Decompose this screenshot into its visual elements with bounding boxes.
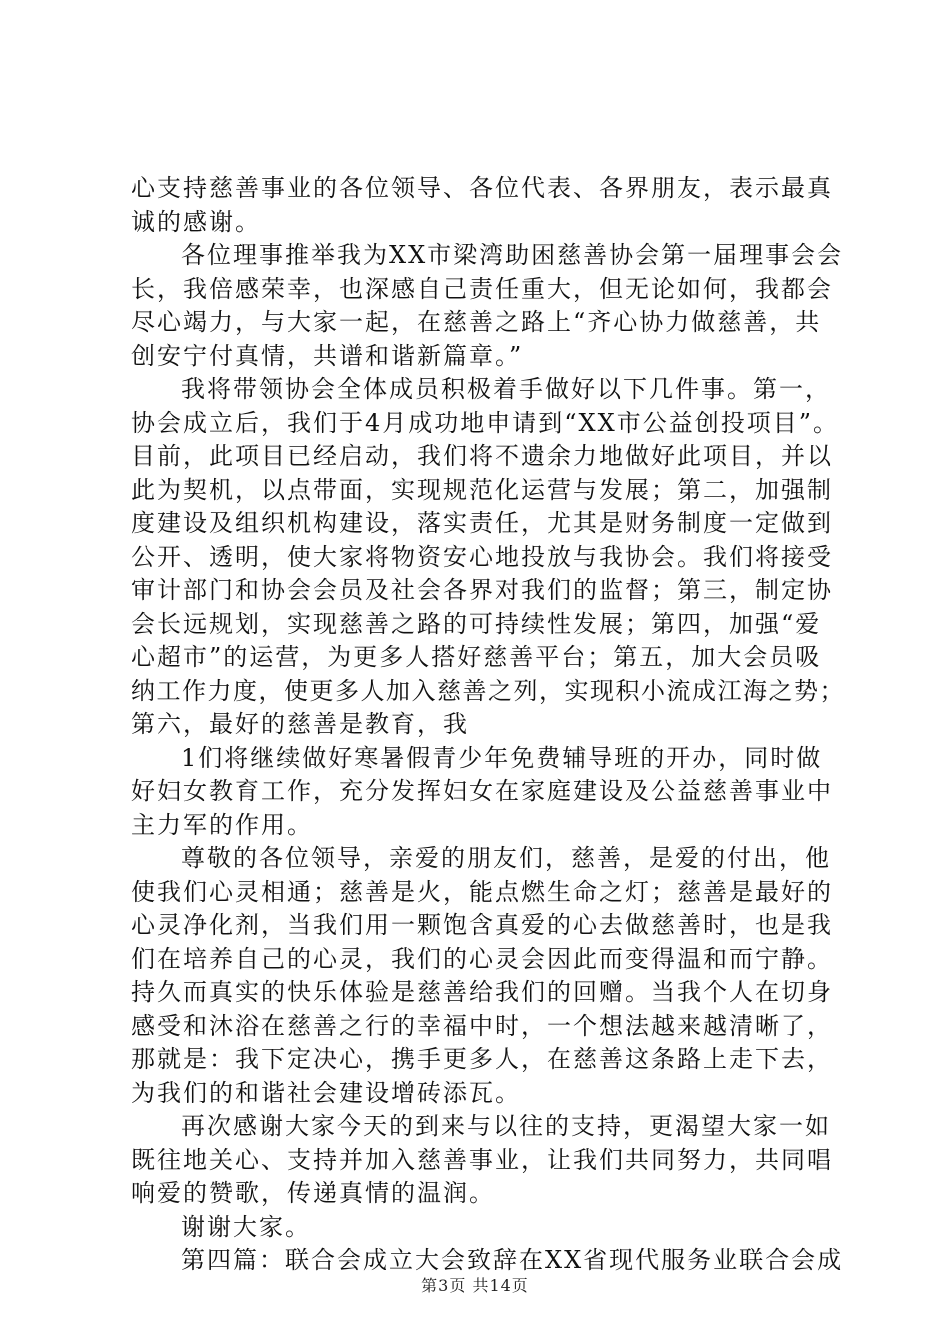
text-line: 1们将继续做好寒暑假青少年免费辅导班的开办，同时做 — [181, 743, 823, 772]
text-line: 既往地关心、支持并加入慈善事业，让我们共同努力，共同唱 — [131, 1145, 833, 1174]
text-line: 感受和沐浴在慈善之行的幸福中时，一个想法越来越清晰了， — [131, 1011, 833, 1040]
text-line: 第四篇：联合会成立大会致辞在XX省现代服务业联合会成 — [181, 1246, 844, 1274]
text-line: 使我们心灵相通；慈善是火，能点燃生命之灯；慈善是最好的 — [131, 877, 833, 906]
text-line: 心灵净化剂，当我们用一颗饱含真爱的心去做慈善时，也是我 — [131, 911, 833, 939]
text-line: 长，我倍感荣幸，也深感自己责任重大，但无论如何，我都会 — [131, 274, 833, 303]
text-line: 那就是：我下定决心，携手更多人，在慈善这条路上走下去， — [131, 1045, 833, 1073]
page-number-footer: 第3页 共14页 — [421, 1276, 529, 1295]
text-line: 第六，最好的慈善是教育，我 — [131, 710, 469, 738]
text-line: 谢谢大家。 — [181, 1212, 311, 1241]
text-line: 各位理事推举我为XX市梁湾助困慈善协会第一届理事会会 — [181, 241, 844, 269]
text-line: 度建设及组织机构建设，落实责任，尤其是财务制度一定做到 — [131, 509, 833, 537]
text-line: 主力军的作用。 — [131, 810, 313, 839]
text-line: 诚的感谢。 — [131, 207, 261, 236]
text-line: 目前，此项目已经启动，我们将不遗余力地做好此项目，并以 — [131, 442, 833, 470]
text-line: 公开、透明，使大家将物资安心地投放与我协会。我们将接受 — [131, 542, 833, 571]
text-line: 我将带领协会全体成员积极着手做好以下几件事。第一， — [181, 375, 831, 403]
text-line: 心支持慈善事业的各位领导、各位代表、各界朋友，表示最真 — [131, 174, 833, 202]
text-line: 持久而真实的快乐体验是慈善给我们的回赠。当我个人在切身 — [131, 978, 833, 1006]
text-line: 们在培养自己的心灵，我们的心灵会因此而变得温和而宁静。 — [131, 944, 833, 973]
text-line: 会长远规划，实现慈善之路的可持续性发展；第四，加强“爱 — [131, 609, 822, 638]
text-line: 尊敬的各位领导，亲爱的朋友们，慈善，是爱的付出，他 — [181, 844, 831, 872]
text-line: 心超市”的运营，为更多人搭好慈善平台；第五，加大会员吸 — [131, 643, 822, 671]
text-line: 协会成立后，我们于4月成功地申请到“XX市公益创投项目”。 — [131, 408, 839, 437]
text-line: 好妇女教育工作，充分发挥妇女在家庭建设及公益慈善事业中 — [131, 777, 833, 805]
text-line: 尽心竭力，与大家一起，在慈善之路上“齐心协力做慈善，共 — [131, 308, 822, 336]
document-body — [131, 172, 846, 1278]
text-line: 创安宁付真情，共谱和谐新篇章。” — [131, 341, 524, 370]
text-line: 审计部门和协会会员及社会各界对我们的监督；第三，制定协 — [131, 576, 833, 604]
text-line: 再次感谢大家今天的到来与以往的支持，更渴望大家一如 — [181, 1112, 831, 1140]
text-line: 为我们的和谐社会建设增砖添瓦。 — [131, 1078, 521, 1107]
text-line: 此为契机，以点带面，实现规范化运营与发展；第二，加强制 — [131, 475, 833, 504]
text-line: 响爱的赞歌，传递真情的温润。 — [131, 1179, 495, 1207]
text-line: 纳工作力度，使更多人加入慈善之列，实现积小流成江海之势； — [131, 676, 845, 705]
